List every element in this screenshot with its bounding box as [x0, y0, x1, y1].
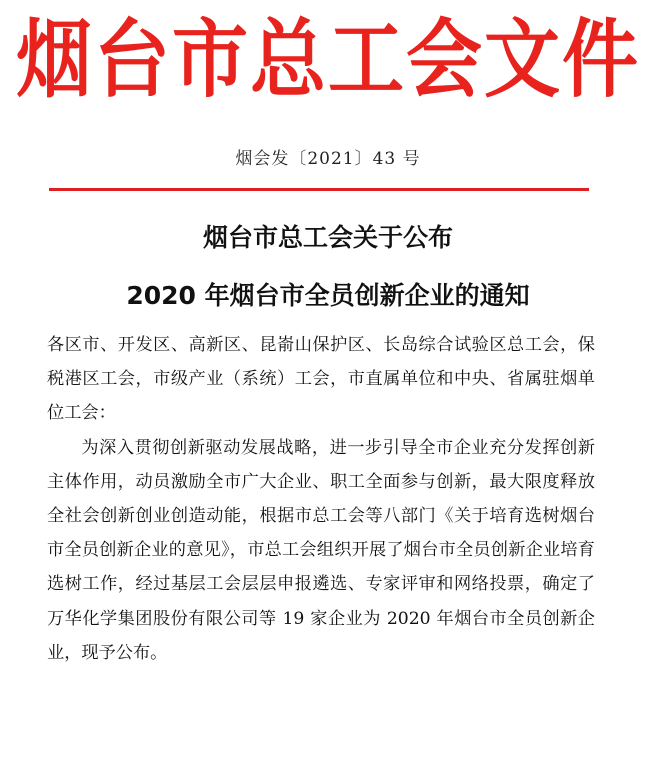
notice-title-line-2: 2020 年烟台市全员创新企业的通知 [126, 281, 530, 310]
document-header-title: 烟台市总工会文件 [16, 9, 640, 110]
notice-body [47, 328, 595, 670]
addressee-paragraph: 各区市、开发区、高新区、昆嵛山保护区、长岛综合试验区总工会，保税港区工会，市级产业（系统）工会，市直属单位和中央、省属驻烟单位工会： [47, 335, 595, 424]
notice-title-line-1: 烟台市总工会关于公布 [202, 223, 453, 252]
body-paragraph: 为深入贯彻创新驱动发展战略，进一步引导全市企业充分发挥创新主体作用，动员激励全市广大企业、职工全面参与创新，最大限度释放全社会创新创业创造动能，根据市总工会等八部门《关于培育选树烟台市全员创新企业的意见》，市总工会组织开展了烟台市全员创新企业培育选树工作，经过基层工会层层申报遴选、专家评审和网络投票，确定了万华化学集团股份有限公司等 19 家企业为 2020 年烟台市全员创新企业，现予公布。 [47, 437, 595, 663]
header-divider [49, 188, 589, 191]
document-number: 烟会发〔2021〕43 号 [235, 149, 421, 169]
